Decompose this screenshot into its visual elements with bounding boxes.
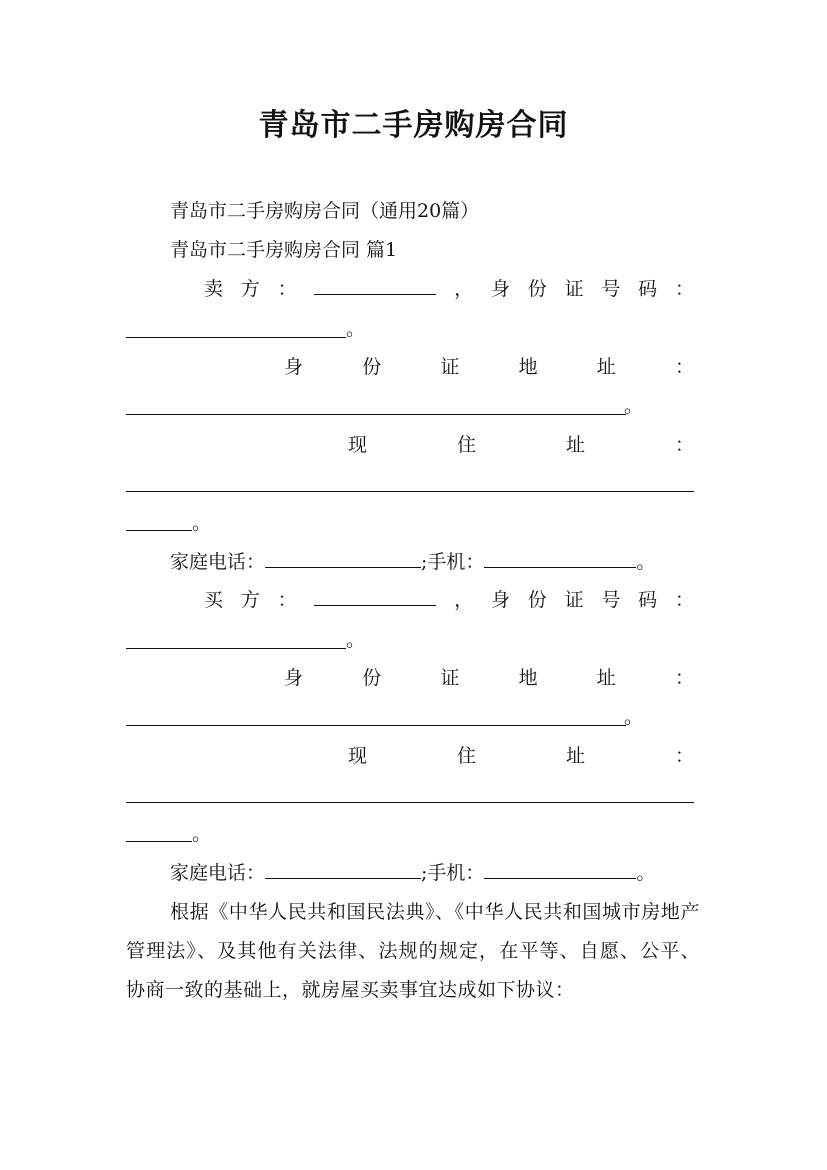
buyer-phone-line xyxy=(170,860,694,886)
seller-label-2: 方 xyxy=(240,278,260,300)
buyer-id-char-1: 身 xyxy=(490,589,510,611)
buyer-comma: ， xyxy=(454,589,474,611)
buyer-curaddr-colon: ： xyxy=(674,745,694,767)
seller-curaddr-char-1: 现 xyxy=(348,434,368,456)
seller-current-address-blank-2[interactable] xyxy=(126,530,192,531)
seller-comma: ， xyxy=(454,278,474,300)
seller-current-address-period: 。 xyxy=(192,512,212,534)
buyer-curaddr-char-3: 址 xyxy=(565,745,585,767)
buyer-name-blank[interactable] xyxy=(314,587,436,606)
buyer-mobile-blank[interactable] xyxy=(484,860,636,879)
buyer-current-address-blank-1[interactable] xyxy=(126,802,694,803)
buyer-idaddr-char-1: 身 xyxy=(284,667,304,689)
buyer-idaddr-char-2: 份 xyxy=(362,667,382,689)
seller-phone-period: 。 xyxy=(636,551,656,573)
buyer-idaddr-char-5: 址 xyxy=(596,667,616,689)
agreement-paragraph: 根据《中华人民共和国民法典》、《中华人民共和国城市房地产管理法》、及其他有关法律、法规的规定，在平等、自愿、公平、协商一致的基础上，就房屋买卖事宜达成如下协议： xyxy=(126,901,700,1001)
buyer-id-address-period: 。 xyxy=(624,706,644,728)
seller-id-address-line xyxy=(284,354,694,380)
seller-name-blank[interactable] xyxy=(314,276,436,295)
buyer-id-char-4: 号 xyxy=(601,589,621,611)
document-title: 青岛市二手房购房合同 xyxy=(258,108,569,143)
seller-idaddr-colon: ： xyxy=(674,356,694,378)
seller-id-char-1: 身 xyxy=(490,278,510,300)
buyer-curaddr-char-2: 住 xyxy=(456,745,476,767)
buyer-id-colon: ： xyxy=(674,589,694,611)
buyer-label-2: 方 xyxy=(240,589,260,611)
seller-idaddr-char-4: 地 xyxy=(518,356,538,378)
seller-id-colon: ： xyxy=(674,278,694,300)
seller-mobile-blank[interactable] xyxy=(484,549,636,568)
buyer-label-colon: ： xyxy=(277,589,297,611)
buyer-home-phone-blank[interactable] xyxy=(265,860,421,879)
buyer-id-period: 。 xyxy=(346,629,366,651)
buyer-id-number-blank[interactable] xyxy=(126,648,346,649)
seller-id-period: 。 xyxy=(346,318,366,340)
seller-line xyxy=(204,276,694,302)
seller-id-address-blank[interactable] xyxy=(126,414,626,415)
buyer-mobile-label: ;手机： xyxy=(421,862,485,884)
seller-id-char-4: 号 xyxy=(601,278,621,300)
seller-id-number-blank[interactable] xyxy=(126,337,346,338)
buyer-curaddr-char-1: 现 xyxy=(348,745,368,767)
seller-id-address-period: 。 xyxy=(624,395,644,417)
seller-label-colon: ： xyxy=(277,278,297,300)
document-subtitle: 青岛市二手房购房合同（通用20篇） xyxy=(170,200,480,222)
buyer-current-address-line xyxy=(348,743,694,769)
buyer-idaddr-char-3: 证 xyxy=(440,667,460,689)
seller-current-address-line xyxy=(348,432,694,458)
seller-curaddr-colon: ： xyxy=(674,434,694,456)
seller-id-char-2: 份 xyxy=(527,278,547,300)
buyer-phone-period: 。 xyxy=(636,862,656,884)
seller-curaddr-char-2: 住 xyxy=(456,434,476,456)
buyer-current-address-period: 。 xyxy=(192,823,212,845)
seller-phone-line xyxy=(170,549,694,575)
buyer-idaddr-colon: ： xyxy=(674,667,694,689)
buyer-id-char-5: 码 xyxy=(638,589,658,611)
seller-current-address-blank-1[interactable] xyxy=(126,491,694,492)
seller-home-phone-label: 家庭电话： xyxy=(170,551,266,573)
seller-id-char-5: 码 xyxy=(638,278,658,300)
seller-curaddr-char-3: 址 xyxy=(565,434,585,456)
buyer-id-address-line xyxy=(284,665,694,691)
seller-id-char-3: 证 xyxy=(564,278,584,300)
seller-idaddr-char-3: 证 xyxy=(440,356,460,378)
buyer-idaddr-char-4: 地 xyxy=(518,667,538,689)
buyer-home-phone-label: 家庭电话： xyxy=(170,862,266,884)
seller-idaddr-char-5: 址 xyxy=(596,356,616,378)
seller-mobile-label: ;手机： xyxy=(421,551,485,573)
buyer-label-1: 买 xyxy=(204,589,224,611)
seller-idaddr-char-1: 身 xyxy=(284,356,304,378)
buyer-current-address-blank-2[interactable] xyxy=(126,841,192,842)
seller-label-1: 卖 xyxy=(204,278,224,300)
buyer-id-address-blank[interactable] xyxy=(126,725,626,726)
seller-home-phone-blank[interactable] xyxy=(265,549,421,568)
seller-idaddr-char-2: 份 xyxy=(362,356,382,378)
buyer-id-char-2: 份 xyxy=(527,589,547,611)
buyer-id-char-3: 证 xyxy=(564,589,584,611)
buyer-line xyxy=(204,587,694,613)
section-heading: 青岛市二手房购房合同 篇1 xyxy=(170,239,398,261)
